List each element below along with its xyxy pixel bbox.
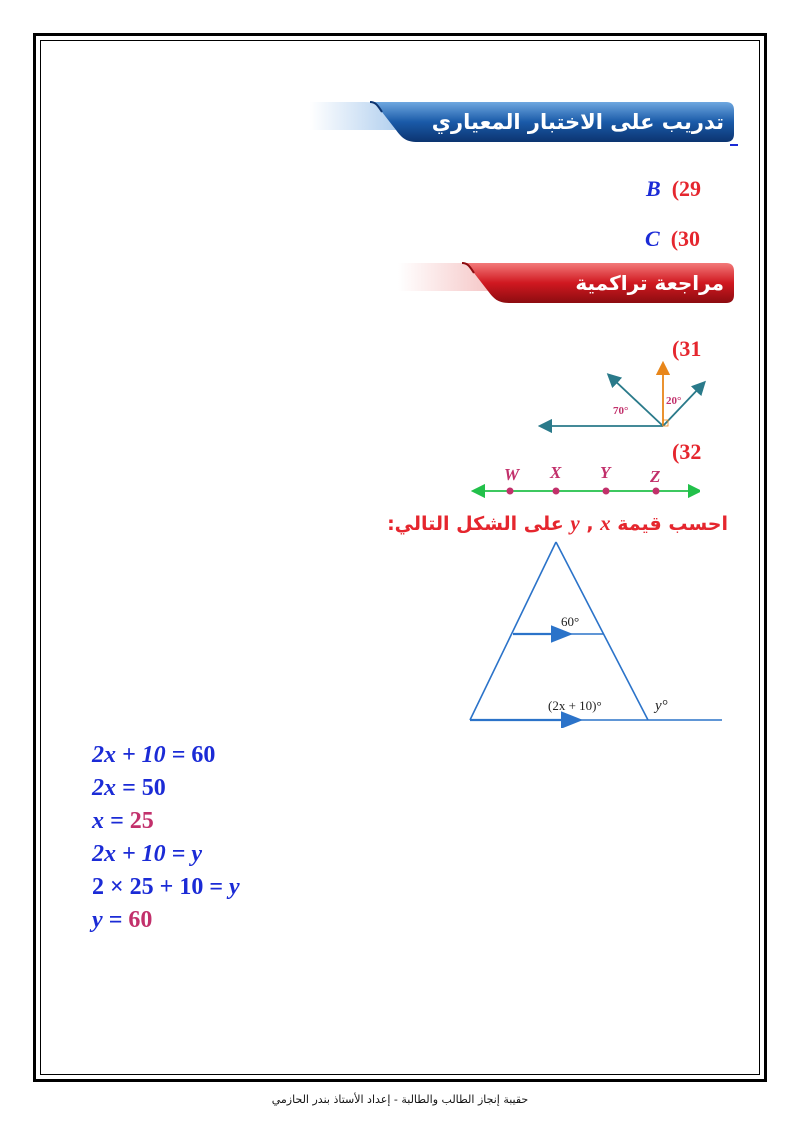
- work-rhs: 50: [141, 775, 166, 801]
- var-y: y: [570, 511, 580, 535]
- banner-title: تدريب على الاختبار المعياري: [431, 110, 724, 134]
- angle-diagram-31: [535, 360, 715, 435]
- work-rhs: y: [229, 874, 240, 900]
- work-lhs: 2x =: [92, 775, 142, 801]
- work-lhs: x =: [92, 808, 130, 834]
- question-32-label: (32: [672, 439, 702, 464]
- answer-paren: (: [670, 226, 679, 251]
- angle-2x10-label: (2x + 10)°: [548, 698, 602, 713]
- work-rhs: 60: [128, 907, 153, 933]
- work-rhs: 25: [129, 808, 154, 834]
- work-line-5: [92, 874, 240, 901]
- standardized-test-banner: [310, 100, 736, 144]
- angle-y-label: y°: [655, 698, 668, 714]
- work-rhs: y: [191, 841, 203, 867]
- answer-29: [646, 176, 701, 202]
- question-sep: ,: [579, 513, 601, 535]
- answer-paren: (: [671, 176, 680, 201]
- point-z-label: Z: [650, 467, 661, 486]
- angle-60-label: 60°: [561, 614, 580, 629]
- angle-20-label: 20°: [666, 395, 682, 407]
- work-line-3: [92, 808, 154, 835]
- angle-70-label: 70°: [613, 405, 629, 417]
- number-line-32: [470, 462, 700, 502]
- page-footer: حقيبة إنجاز الطالب والطالبة - إعداد الأستاذ بندر الحازمي: [271, 1093, 529, 1106]
- triangle-figure: [460, 538, 730, 728]
- banner-title: مراجعة تراكمية: [575, 271, 724, 295]
- answer-letter: C: [645, 226, 660, 251]
- question-prefix: احسب قيمة: [610, 513, 728, 535]
- work-line-1: [92, 742, 215, 769]
- work-rhs: 60: [191, 742, 216, 768]
- question-31-label: (31: [672, 336, 702, 361]
- question-text: [387, 511, 728, 536]
- work-lhs: 2x + 10 =: [92, 742, 192, 768]
- work-lhs: 2 × 25 + 10 =: [92, 874, 230, 900]
- answer-letter: B: [646, 176, 661, 201]
- point-y-label: Y: [600, 463, 611, 482]
- answer-number: 29: [679, 176, 702, 201]
- banner-underline: [730, 144, 738, 146]
- var-x: x: [600, 511, 611, 535]
- work-line-2: [92, 775, 166, 802]
- work-lhs: y =: [92, 907, 129, 933]
- work-line-4: [92, 841, 202, 868]
- answer-number: 30: [678, 226, 701, 251]
- point-w-label: W: [504, 465, 520, 484]
- question-suffix: على الشكل التالي:: [387, 513, 571, 535]
- work-lhs: 2x + 10 =: [92, 841, 192, 867]
- work-line-6: [92, 907, 152, 934]
- point-x-label: X: [550, 463, 562, 482]
- cumulative-review-banner: [398, 261, 736, 305]
- answer-30: [645, 226, 700, 252]
